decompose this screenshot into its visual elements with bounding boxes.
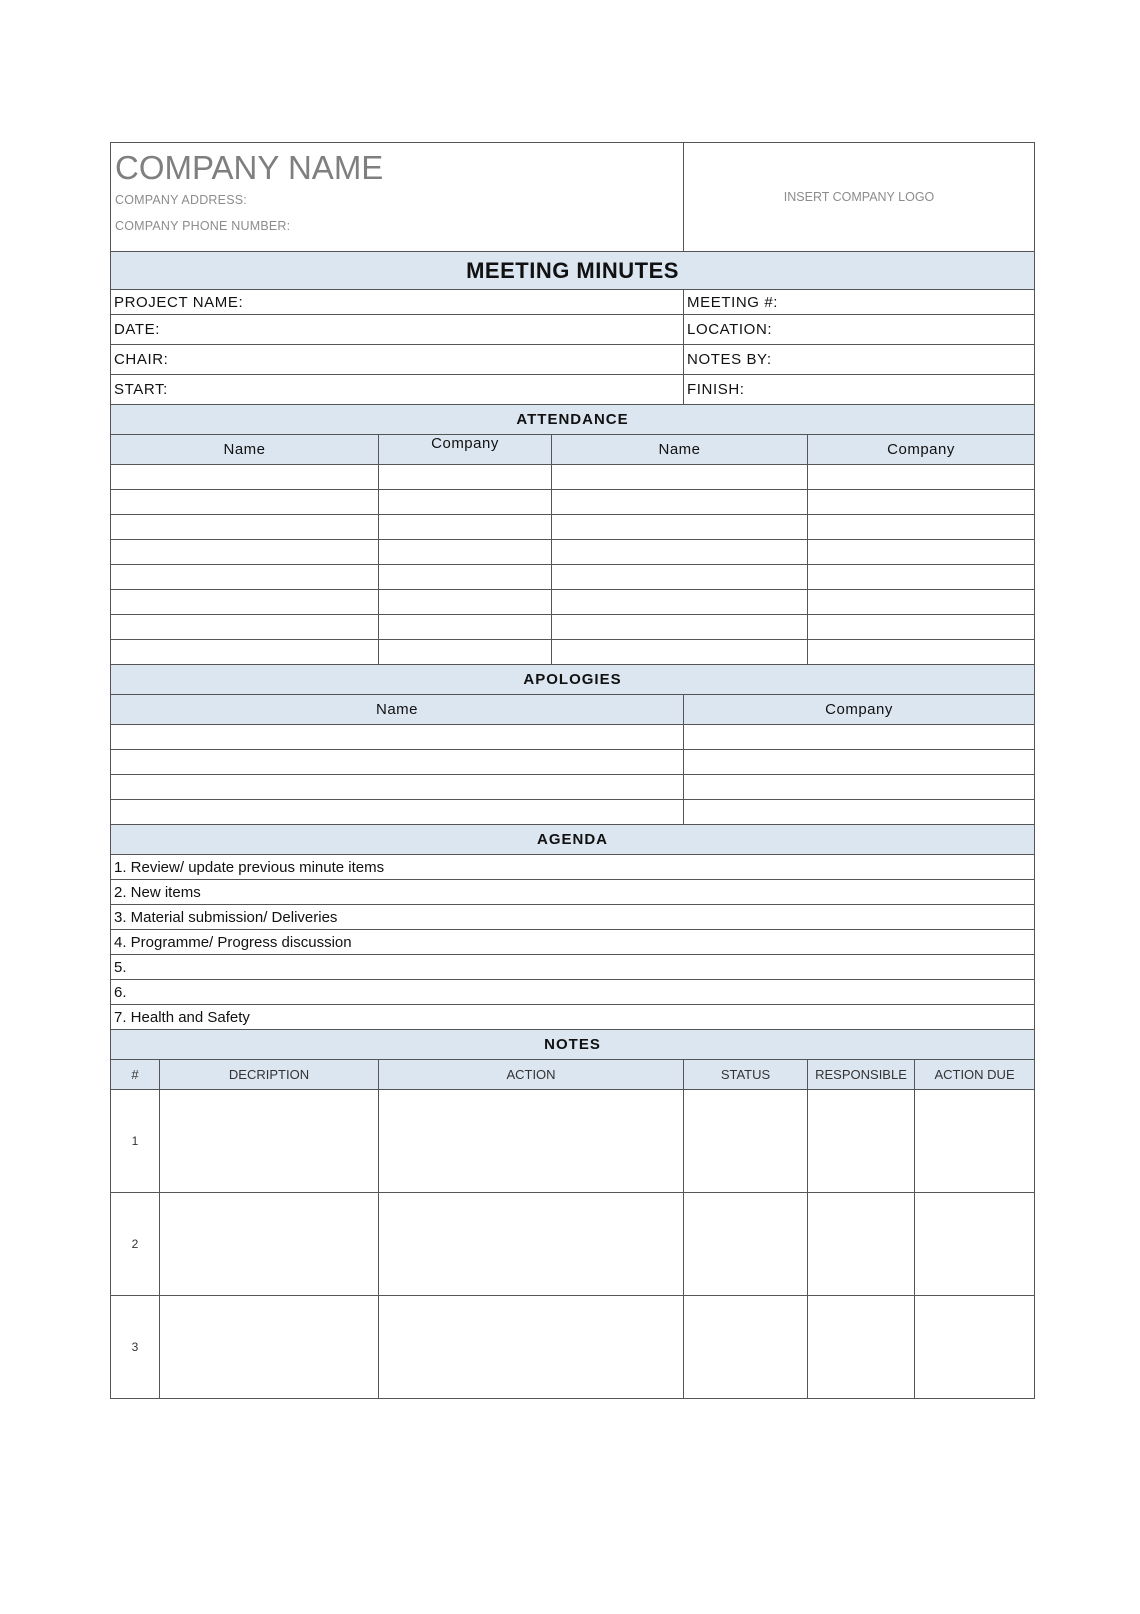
apologies-row bbox=[111, 750, 1035, 775]
notes-action-due-cell[interactable] bbox=[915, 1193, 1035, 1296]
attendance-cell[interactable] bbox=[111, 490, 379, 515]
details-row bbox=[111, 375, 1035, 405]
agenda-item-row bbox=[111, 980, 1035, 1005]
company-logo-placeholder[interactable] bbox=[684, 143, 1035, 252]
attendance-row bbox=[111, 615, 1035, 640]
apologies-cell[interactable] bbox=[684, 800, 1035, 825]
logo-placeholder-text: INSERT COMPANY LOGO bbox=[783, 190, 935, 204]
attendance-row bbox=[111, 640, 1035, 665]
attendance-cell[interactable] bbox=[379, 590, 552, 615]
attendance-cell[interactable] bbox=[552, 615, 808, 640]
project-name-field[interactable]: PROJECT NAME: bbox=[111, 290, 684, 315]
agenda-item[interactable]: 6. bbox=[111, 980, 1035, 1005]
details-row bbox=[111, 345, 1035, 375]
agenda-item[interactable]: 7. Health and Safety bbox=[111, 1005, 1035, 1030]
attendance-cell[interactable] bbox=[808, 515, 1035, 540]
notes-description-cell[interactable] bbox=[160, 1090, 379, 1193]
meeting-minutes-form bbox=[110, 142, 1034, 1399]
attendance-name-header: Name bbox=[111, 435, 379, 465]
agenda-item-row bbox=[111, 855, 1035, 880]
apologies-cell[interactable] bbox=[111, 800, 684, 825]
attendance-cell[interactable] bbox=[379, 540, 552, 565]
attendance-cell[interactable] bbox=[552, 540, 808, 565]
notes-title: NOTES bbox=[111, 1030, 1035, 1060]
attendance-cell[interactable] bbox=[808, 590, 1035, 615]
notes-description-cell[interactable] bbox=[160, 1193, 379, 1296]
attendance-cell[interactable] bbox=[552, 640, 808, 665]
notes-by-field[interactable]: NOTES BY: bbox=[684, 345, 1035, 375]
attendance-cell[interactable] bbox=[808, 465, 1035, 490]
company-name[interactable]: COMPANY NAME bbox=[115, 149, 384, 186]
agenda-item-row bbox=[111, 880, 1035, 905]
attendance-title: ATTENDANCE bbox=[111, 405, 1035, 435]
attendance-cell[interactable] bbox=[111, 615, 379, 640]
notes-header-row bbox=[111, 1060, 1035, 1090]
apologies-cell[interactable] bbox=[111, 725, 684, 750]
agenda-item[interactable]: 1. Review/ update previous minute items bbox=[111, 855, 1035, 880]
attendance-cell[interactable] bbox=[808, 640, 1035, 665]
finish-field[interactable]: FINISH: bbox=[684, 375, 1035, 405]
attendance-cell[interactable] bbox=[379, 515, 552, 540]
attendance-row bbox=[111, 490, 1035, 515]
attendance-cell[interactable] bbox=[111, 640, 379, 665]
notes-action-cell[interactable] bbox=[379, 1193, 684, 1296]
notes-action-due-header: ACTION DUE bbox=[915, 1060, 1035, 1090]
attendance-company-header-label: Company bbox=[431, 435, 499, 452]
apologies-header-row bbox=[111, 695, 1035, 725]
attendance-cell[interactable] bbox=[552, 465, 808, 490]
company-phone[interactable]: COMPANY PHONE NUMBER: bbox=[115, 219, 291, 233]
attendance-cell[interactable] bbox=[552, 565, 808, 590]
notes-status-cell[interactable] bbox=[684, 1296, 808, 1399]
attendance-cell[interactable] bbox=[808, 490, 1035, 515]
date-field[interactable]: DATE: bbox=[111, 315, 684, 345]
agenda-title: AGENDA bbox=[111, 825, 1035, 855]
attendance-cell[interactable] bbox=[552, 490, 808, 515]
notes-title-row bbox=[111, 1030, 1035, 1060]
attendance-cell[interactable] bbox=[379, 640, 552, 665]
company-info bbox=[111, 143, 684, 252]
notes-action-cell[interactable] bbox=[379, 1296, 684, 1399]
notes-action-header: ACTION bbox=[379, 1060, 684, 1090]
apologies-cell[interactable] bbox=[684, 775, 1035, 800]
meeting-number-field[interactable]: MEETING #: bbox=[684, 290, 1035, 315]
notes-row-number: 1 bbox=[111, 1090, 160, 1193]
attendance-row bbox=[111, 465, 1035, 490]
agenda-title-row bbox=[111, 825, 1035, 855]
attendance-cell[interactable] bbox=[111, 515, 379, 540]
attendance-cell[interactable] bbox=[379, 565, 552, 590]
notes-row bbox=[111, 1193, 1035, 1296]
attendance-row bbox=[111, 590, 1035, 615]
attendance-cell[interactable] bbox=[111, 590, 379, 615]
location-field[interactable]: LOCATION: bbox=[684, 315, 1035, 345]
attendance-cell[interactable] bbox=[379, 490, 552, 515]
attendance-cell[interactable] bbox=[808, 565, 1035, 590]
notes-status-header: STATUS bbox=[684, 1060, 808, 1090]
agenda-item[interactable]: 4. Programme/ Progress discussion bbox=[111, 930, 1035, 955]
notes-action-due-cell[interactable] bbox=[915, 1090, 1035, 1193]
notes-row bbox=[111, 1090, 1035, 1193]
attendance-cell[interactable] bbox=[808, 540, 1035, 565]
notes-responsible-cell[interactable] bbox=[808, 1090, 915, 1193]
apologies-row bbox=[111, 775, 1035, 800]
attendance-row bbox=[111, 565, 1035, 590]
notes-number-header: # bbox=[111, 1060, 160, 1090]
notes-action-cell[interactable] bbox=[379, 1090, 684, 1193]
attendance-company-header-2: Company bbox=[808, 435, 1035, 465]
notes-status-cell[interactable] bbox=[684, 1193, 808, 1296]
apologies-title-row bbox=[111, 665, 1035, 695]
attendance-cell[interactable] bbox=[808, 615, 1035, 640]
attendance-row bbox=[111, 515, 1035, 540]
apologies-cell[interactable] bbox=[684, 750, 1035, 775]
notes-row-number: 3 bbox=[111, 1296, 160, 1399]
agenda-item-row bbox=[111, 930, 1035, 955]
attendance-cell[interactable] bbox=[111, 540, 379, 565]
apologies-row bbox=[111, 800, 1035, 825]
company-address[interactable]: COMPANY ADDRESS: bbox=[115, 193, 247, 207]
details-row bbox=[111, 290, 1035, 315]
attendance-cell[interactable] bbox=[111, 465, 379, 490]
agenda-item-row bbox=[111, 905, 1035, 930]
notes-responsible-cell[interactable] bbox=[808, 1193, 915, 1296]
attendance-title-row bbox=[111, 405, 1035, 435]
notes-responsible-cell[interactable] bbox=[808, 1296, 915, 1399]
notes-row-number: 2 bbox=[111, 1193, 160, 1296]
attendance-cell[interactable] bbox=[552, 590, 808, 615]
apologies-company-header: Company bbox=[684, 695, 1035, 725]
agenda-item-row bbox=[111, 955, 1035, 980]
attendance-cell[interactable] bbox=[379, 615, 552, 640]
agenda-item-row bbox=[111, 1005, 1035, 1030]
apologies-cell[interactable] bbox=[111, 775, 684, 800]
apologies-title: APOLOGIES bbox=[111, 665, 1035, 695]
start-field[interactable]: START: bbox=[111, 375, 684, 405]
page-title: MEETING MINUTES bbox=[111, 252, 1035, 290]
notes-row bbox=[111, 1296, 1035, 1399]
notes-action-due-cell[interactable] bbox=[915, 1296, 1035, 1399]
attendance-row bbox=[111, 540, 1035, 565]
attendance-cell[interactable] bbox=[111, 565, 379, 590]
notes-description-header: DECRIPTION bbox=[160, 1060, 379, 1090]
agenda-item[interactable]: 5. bbox=[111, 955, 1035, 980]
attendance-header-row bbox=[111, 435, 1035, 465]
form-table bbox=[110, 142, 1035, 1399]
agenda-item[interactable]: 3. Material submission/ Deliveries bbox=[111, 905, 1035, 930]
apologies-row bbox=[111, 725, 1035, 750]
agenda-item[interactable]: 2. New items bbox=[111, 880, 1035, 905]
notes-status-cell[interactable] bbox=[684, 1090, 808, 1193]
attendance-cell[interactable] bbox=[379, 465, 552, 490]
notes-responsible-header: RESPONSIBLE bbox=[808, 1060, 915, 1090]
attendance-cell[interactable] bbox=[552, 515, 808, 540]
apologies-cell[interactable] bbox=[684, 725, 1035, 750]
chair-field[interactable]: CHAIR: bbox=[111, 345, 684, 375]
attendance-name-header-2: Name bbox=[552, 435, 808, 465]
attendance-company-header bbox=[379, 435, 552, 465]
company-header-row bbox=[111, 143, 1035, 252]
details-row bbox=[111, 315, 1035, 345]
title-row bbox=[111, 252, 1035, 290]
notes-description-cell[interactable] bbox=[160, 1296, 379, 1399]
apologies-cell[interactable] bbox=[111, 750, 684, 775]
apologies-name-header: Name bbox=[111, 695, 684, 725]
